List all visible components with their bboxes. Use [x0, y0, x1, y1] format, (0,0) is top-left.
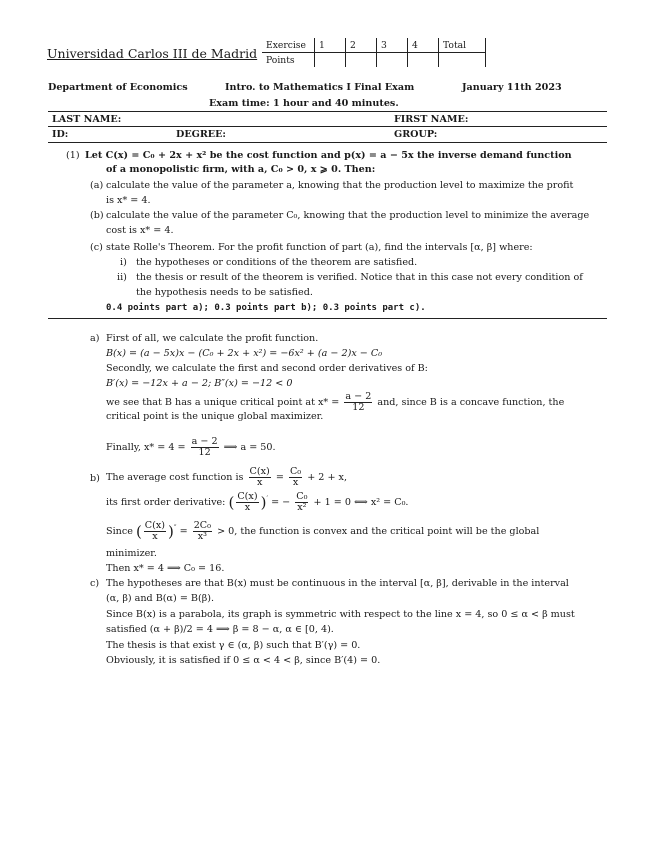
subpart-ii-label: ii) [117, 272, 127, 283]
score-cell-points-4[interactable] [408, 53, 439, 68]
fraction [144, 521, 166, 542]
solution-c-line2: (α, β) and B(α) = B(β). [106, 593, 215, 604]
part-c-label: (c) [90, 242, 103, 253]
rule-bottom [48, 142, 607, 143]
fraction-numerator: C₀ [289, 466, 302, 477]
department: Department of Economics [48, 82, 188, 93]
fraction-numerator: C(x) [144, 520, 166, 531]
solution-b-second-derivative [106, 521, 539, 542]
equals-sign: = [275, 472, 284, 483]
score-cell-points-3[interactable] [377, 53, 408, 68]
fraction-numerator: C(x) [249, 466, 270, 477]
right-paren: ) [168, 522, 174, 541]
fraction [193, 521, 212, 542]
id-field[interactable]: ID: [52, 129, 69, 140]
part-b-text-line2: cost is x* = 4. [106, 225, 174, 236]
solution-a-final [106, 437, 276, 458]
subpart-ii-text-line1: the thesis or result of the theorem is verified. Notice that in this case not every condition of [136, 272, 583, 283]
part-a-label: (a) [90, 180, 104, 191]
solution-a-final-text: Finally, x* = 4 = [106, 442, 186, 453]
score-table-points-row [262, 53, 486, 68]
solution-a-final-fraction [191, 437, 219, 458]
solution-a-derivatives: B′(x) = −12x + a − 2; B″(x) = −12 < 0 [106, 378, 293, 389]
fraction-denominator: 12 [198, 447, 211, 458]
double-prime-mark: ″ [173, 523, 177, 532]
fraction [289, 467, 302, 488]
part-b-text-line1: calculate the value of the parameter C₀, knowing that the production level to minimize the average [106, 210, 590, 221]
solution-a-critical-text: we see that B has a unique critical point at x* = [106, 397, 340, 408]
degree-field[interactable]: DEGREE: [176, 129, 226, 140]
score-cell-points-total[interactable] [439, 53, 486, 68]
solution-a-label: a) [90, 333, 100, 344]
exam-time: Exam time: 1 hour and 40 minutes. [209, 98, 399, 109]
score-cell-3: 3 [377, 38, 408, 53]
solution-c-line3: Since B(x) is a parabola, its graph is symmetric with respect to the line x = 4, so 0 ≤ α < β must [106, 609, 575, 620]
solution-b-text: its first order derivative: [106, 497, 226, 508]
solution-c-label: c) [90, 578, 100, 589]
last-name-field[interactable]: LAST NAME: [52, 114, 122, 125]
rule-middle [48, 126, 607, 127]
score-cell-exercise: Exercise [262, 38, 315, 53]
part-c-text-line1: state Rolle's Theorem. For the profit function of part (a), find the intervals [α, β] where: [106, 242, 533, 253]
rule-question-end [48, 318, 607, 319]
solution-a-critical-point [106, 392, 564, 413]
question-number: (1) [66, 150, 80, 161]
rule-top [48, 111, 607, 112]
solution-b-average-cost [106, 467, 347, 488]
solution-b-text: > 0, the function is convex and the critical point will be the global [217, 526, 540, 537]
fraction [295, 492, 308, 513]
part-a-text-line2: is x* = 4. [106, 195, 151, 206]
solution-a-final-result: ⟹ a = 50. [223, 442, 276, 453]
score-cell-total: Total [439, 38, 486, 53]
fraction [236, 492, 258, 513]
question-stem-line2: of a monopolistic firm, with a, C₀ > 0, x ⩾ 0. Then: [106, 164, 376, 175]
solution-c-line5: The thesis is that exist γ ∈ (α, β) such that B′(γ) = 0. [106, 640, 361, 651]
fraction-numerator: C₀ [296, 491, 308, 502]
score-cell-4: 4 [408, 38, 439, 53]
solution-b-first-derivative [106, 492, 408, 513]
solution-c-line6: Obviously, it is satisfied if 0 ≤ α < 4 < β, since B′(4) = 0. [106, 655, 381, 666]
fraction-denominator: 12 [352, 402, 365, 413]
score-cell-points-2[interactable] [346, 53, 377, 68]
group-field[interactable]: GROUP: [394, 129, 438, 140]
first-name-field[interactable]: FIRST NAME: [394, 114, 469, 125]
fraction-denominator: x² [297, 502, 307, 513]
prime-mark: ′ [266, 494, 269, 503]
solution-a-line1: First of all, we calculate the profit function. [106, 333, 319, 344]
right-paren: ) [260, 493, 267, 512]
solution-b-text: + 1 = 0 ⟺ x² = C₀. [313, 497, 409, 508]
left-paren: ( [228, 493, 235, 512]
course-title: Intro. to Mathematics I Final Exam [225, 82, 415, 93]
score-cell-points-1[interactable] [315, 53, 346, 68]
solution-a-fraction [344, 392, 372, 413]
fraction-numerator: a − 2 [191, 436, 218, 447]
fraction-denominator: x³ [197, 531, 207, 542]
solution-a-line3: Secondly, we calculate the first and second order derivatives of B: [106, 363, 428, 374]
fraction-denominator: x [256, 477, 263, 488]
part-a-text-line1: calculate the value of the parameter a, knowing that the production level to maximize the profit [106, 180, 574, 191]
left-paren: ( [135, 522, 142, 541]
fraction-denominator: x [292, 477, 299, 488]
solution-b-line4: minimizer. [106, 548, 157, 559]
fraction-denominator: x [244, 502, 251, 513]
fraction-denominator: x [152, 531, 158, 542]
question-stem-line1: Let C(x) = C₀ + 2x + x² be the cost function and p(x) = a − 5x the inverse demand function [85, 150, 572, 161]
solution-a-line6: critical point is the unique global maximizer. [106, 411, 324, 422]
university-name: Universidad Carlos III de Madrid [47, 46, 258, 61]
fraction-numerator: a − 2 [345, 391, 372, 402]
fraction [249, 467, 271, 488]
score-table-header-row [262, 38, 486, 53]
fraction-numerator: 2C₀ [193, 520, 211, 531]
part-b-label: (b) [90, 210, 104, 221]
exam-date: January 11th 2023 [462, 82, 562, 93]
solution-c-line1: The hypotheses are that B(x) must be continuous in the interval [α, β], derivable in the interval [106, 578, 569, 589]
fraction-numerator: C(x) [237, 491, 258, 502]
score-cell-points-label: Points [262, 53, 315, 68]
solution-b-label: b) [90, 473, 100, 484]
solution-b-text: + 2 + x, [307, 472, 348, 483]
solution-b-line5: Then x* = 4 ⟹ C₀ = 16. [106, 563, 225, 574]
subpart-i-label: i) [120, 257, 127, 268]
subpart-ii-text-line2: the hypothesis needs to be satisfied. [136, 287, 313, 298]
solution-a-profit-function: B(x) = (a − 5x)x − (C₀ + 2x + x²) = −6x² + (a − 2)x − C₀ [106, 348, 383, 359]
solution-b-text: = − [271, 497, 291, 508]
score-table [262, 38, 486, 67]
solution-a-concave-text: and, since B is a concave function, the [377, 397, 565, 408]
score-cell-1: 1 [315, 38, 346, 53]
solution-b-text: Since [106, 526, 133, 537]
equals-sign: = [179, 526, 188, 537]
score-cell-2: 2 [346, 38, 377, 53]
solution-b-text: The average cost function is [106, 472, 244, 483]
subpart-i-text: the hypotheses or conditions of the theorem are satisfied. [136, 257, 418, 268]
solution-c-line4: satisfied (α + β)/2 = 4 ⟹ β = 8 − α, α ∈ [0, 4). [106, 624, 334, 635]
points-breakdown: 0.4 points part a); 0.3 points part b); 0.3 points part c). [106, 303, 426, 313]
